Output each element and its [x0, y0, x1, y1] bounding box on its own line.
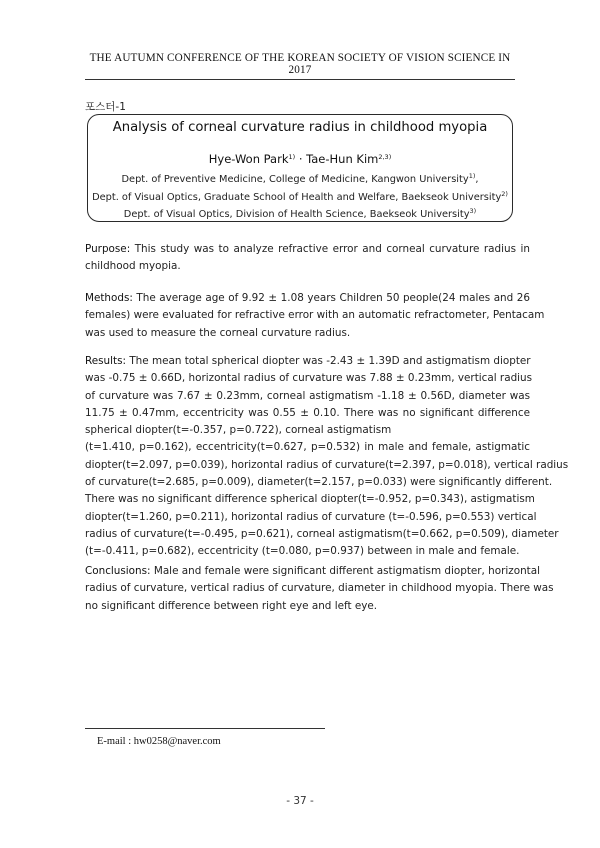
text-line: There was no significant difference spherical diopter(t=-0.952, p=0.343), astigmatism [85, 493, 535, 506]
text-line: (t=1.410, p=0.162), eccentricity(t=0.627, p=0.532) in male and female, astigmatic [85, 441, 530, 454]
section-label: Results: [85, 355, 127, 367]
methods-section [85, 290, 545, 342]
email-footnote: E-mail : hw0258@naver.com [97, 736, 221, 747]
text-line [85, 241, 530, 258]
section-label: Purpose: [85, 243, 131, 255]
affiliation-punct: , [475, 174, 479, 185]
text-line: of curvature was 7.67 ± 0.23mm, corneal astigmatism -1.18 ± 0.56D, diameter was [85, 389, 530, 402]
affiliation-mark: 1) [468, 172, 476, 180]
conclusions-section [85, 563, 554, 615]
text-line: childhood myopia. [85, 260, 181, 273]
footnote-rule [85, 728, 325, 729]
affiliation [87, 209, 513, 220]
affiliation-text: Dept. of Visual Optics, Graduate School of Health and Welfare, Baekseok University [92, 192, 502, 203]
section-label: Conclusions: [85, 565, 151, 577]
text-line: 11.75 ± 0.47mm, eccentricity was 0.55 ± 0.10. There was no significant difference [85, 406, 530, 419]
text-line: (t=-0.411, p=0.682), eccentricity (t=0.080, p=0.937) between in male and female. [85, 545, 520, 558]
text-line: radius of curvature, vertical radius of curvature, diameter in childhood myopia. There was [85, 582, 554, 595]
text-line [85, 353, 530, 370]
author-affiliation-mark: 1) [288, 153, 296, 161]
text-line: was -0.75 ± 0.66D, horizontal radius of curvature was 7.88 ± 0.23mm, vertical radius [85, 372, 533, 385]
affiliation-mark: 2) [501, 190, 508, 198]
page-number: - 37 - [286, 795, 314, 807]
text-line: diopter(t=1.260, p=0.211), horizontal radius of curvature (t=-0.596, p=0.553) vertical [85, 510, 537, 523]
affiliation-mark: 3) [469, 207, 477, 215]
results-section [85, 353, 569, 561]
author-affiliation-mark: 2,3) [378, 153, 392, 161]
text-line [85, 563, 540, 580]
section-label: Methods: [85, 292, 133, 304]
purpose-section [85, 241, 530, 276]
affiliation-text: Dept. of Preventive Medicine, College of Medicine, Kangwon University [121, 174, 469, 185]
header-rule [85, 79, 515, 80]
running-head: THE AUTUMN CONFERENCE OF THE KOREAN SOCIETY OF VISION SCIENCE IN 2017 [89, 52, 511, 76]
line-text: The average age of 9.92 ± 1.08 years Children 50 people(24 males and 26 [132, 292, 530, 304]
author-line [87, 152, 513, 166]
paper-title: Analysis of corneal curvature radius in childhood myopia [112, 120, 488, 135]
line-text: The mean total spherical diopter was -2.43 ± 1.39D and astigmatism diopter [126, 355, 531, 367]
author-name: Hye-Won Park [208, 152, 289, 166]
text-line: of curvature(t=2.685, p=0.009), diameter(t=2.157, p=0.033) were significantly different. [85, 476, 553, 489]
text-line: was used to measure the corneal curvature radius. [85, 326, 351, 339]
affiliation [87, 192, 513, 203]
text-line: spherical diopter(t=-0.357, p=0.722), corneal astigmatism [85, 424, 392, 437]
text-line: diopter(t=2.097, p=0.039), horizontal radius of curvature(t=2.397, p=0.018), vertical radius [85, 458, 569, 471]
text-line: no significant difference between right eye and left eye. [85, 599, 378, 612]
text-line: radius of curvature(t=-0.495, p=0.621), corneal astigmatism(t=0.662, p=0.509), diameter [85, 527, 559, 540]
text-line [85, 290, 530, 307]
affiliation [87, 174, 513, 185]
poster-label: 포스터-1 [85, 101, 126, 113]
text-line: females) were evaluated for refractive error with an automatic refractometer, Pentacam [85, 309, 545, 322]
line-text: This study was to analyze refractive error and corneal curvature radius in [130, 243, 530, 255]
author-separator: · [295, 152, 307, 166]
affiliation-text: Dept. of Visual Optics, Division of Health Science, Baekseok University [123, 209, 470, 220]
line-text: Male and female were significant different astigmatism diopter, horizontal [150, 565, 540, 577]
author-name: Tae-Hun Kim [306, 152, 379, 166]
